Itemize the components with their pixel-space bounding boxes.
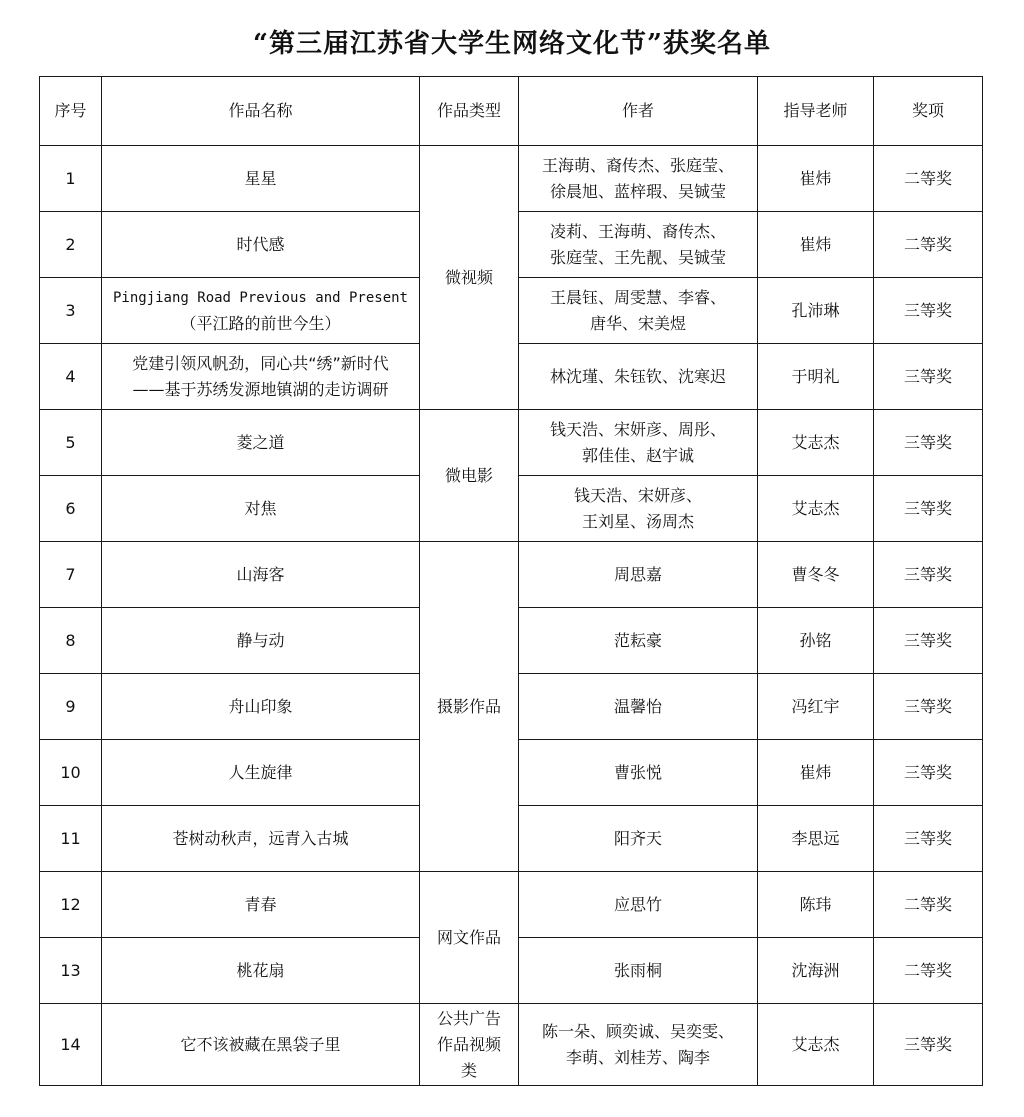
cell-award: 二等奖 (874, 938, 983, 1004)
cell-advisor: 曹冬冬 (758, 542, 874, 608)
cell-no: 13 (40, 938, 102, 1004)
cell-author: 钱天浩、宋妍彦、周彤、 郭佳佳、赵宇诚 (519, 410, 758, 476)
header-type: 作品类型 (420, 77, 519, 146)
cell-advisor: 艾志杰 (758, 1004, 874, 1086)
cell-award: 三等奖 (874, 740, 983, 806)
cell-author: 应思竹 (519, 872, 758, 938)
cell-award: 三等奖 (874, 806, 983, 872)
cell-name: 苍树动秋声，远青入古城 (102, 806, 420, 872)
cell-name: 人生旋律 (102, 740, 420, 806)
cell-advisor: 崔炜 (758, 740, 874, 806)
table-row (40, 872, 983, 938)
cell-advisor: 于明礼 (758, 344, 874, 410)
header-name: 作品名称 (102, 77, 420, 146)
cell-name: 对焦 (102, 476, 420, 542)
cell-advisor: 孙铭 (758, 608, 874, 674)
header-advisor: 指导老师 (758, 77, 874, 146)
cell-author: 王海萌、裔传杰、张庭莹、 徐晨旭、蓝梓瑕、吴铖莹 (519, 146, 758, 212)
cell-award: 三等奖 (874, 476, 983, 542)
cell-name: 党建引领风帆劲，同心共“绣”新时代 ——基于苏绣发源地镇湖的走访调研 (102, 344, 420, 410)
cell-author: 王晨钰、周雯慧、李睿、 唐华、宋美煜 (519, 278, 758, 344)
cell-award: 三等奖 (874, 608, 983, 674)
cell-no: 12 (40, 872, 102, 938)
cell-advisor: 孔沛琳 (758, 278, 874, 344)
cell-name: 静与动 (102, 608, 420, 674)
cell-no: 1 (40, 146, 102, 212)
cell-name: 青春 (102, 872, 420, 938)
header-award: 奖项 (874, 77, 983, 146)
cell-no: 4 (40, 344, 102, 410)
cell-type: 微视频 (420, 146, 519, 410)
cell-name: 菱之道 (102, 410, 420, 476)
cell-author: 曹张悦 (519, 740, 758, 806)
cell-author: 林沈瑾、朱钰钦、沈寒迟 (519, 344, 758, 410)
cell-award: 二等奖 (874, 212, 983, 278)
page-title: “第三届江苏省大学生网络文化节”获奖名单 (253, 29, 771, 59)
cell-no: 11 (40, 806, 102, 872)
cell-no: 2 (40, 212, 102, 278)
cell-name: 桃花扇 (102, 938, 420, 1004)
cell-advisor: 艾志杰 (758, 410, 874, 476)
table-row (40, 542, 983, 608)
cell-award: 二等奖 (874, 872, 983, 938)
cell-award: 三等奖 (874, 674, 983, 740)
cell-type: 摄影作品 (420, 542, 519, 872)
cell-no: 7 (40, 542, 102, 608)
header-author: 作者 (519, 77, 758, 146)
cell-advisor: 崔炜 (758, 212, 874, 278)
cell-type: 网文作品 (420, 872, 519, 1004)
cell-no: 14 (40, 1004, 102, 1086)
cell-award: 三等奖 (874, 410, 983, 476)
awards-table (39, 76, 983, 1086)
cell-name: 舟山印象 (102, 674, 420, 740)
cell-award: 三等奖 (874, 542, 983, 608)
cell-type: 微电影 (420, 410, 519, 542)
table-row (40, 410, 983, 476)
cell-no: 9 (40, 674, 102, 740)
cell-award: 三等奖 (874, 344, 983, 410)
cell-author: 陈一朵、顾奕诚、吴奕雯、 李萌、刘桂芳、陶李 (519, 1004, 758, 1086)
cell-no: 6 (40, 476, 102, 542)
cell-advisor: 沈海洲 (758, 938, 874, 1004)
cell-author: 周思嘉 (519, 542, 758, 608)
cell-author: 温馨怡 (519, 674, 758, 740)
cell-author: 范耘豪 (519, 608, 758, 674)
cell-type: 公共广告 作品视频 类 (420, 1004, 519, 1086)
table-header-row (40, 77, 983, 146)
table-row (40, 1004, 983, 1086)
cell-name: Pingjiang Road Previous and Present （平江路的前世今生） (102, 278, 420, 344)
cell-no: 8 (40, 608, 102, 674)
cell-author: 钱天浩、宋妍彦、 王刘星、汤周杰 (519, 476, 758, 542)
cell-name: 山海客 (102, 542, 420, 608)
cell-author: 张雨桐 (519, 938, 758, 1004)
cell-author: 凌莉、王海萌、裔传杰、 张庭莹、王先靓、吴铖莹 (519, 212, 758, 278)
cell-name: 时代感 (102, 212, 420, 278)
cell-advisor: 冯红宇 (758, 674, 874, 740)
cell-name: 星星 (102, 146, 420, 212)
cell-no: 5 (40, 410, 102, 476)
table-row (40, 146, 983, 212)
cell-no: 10 (40, 740, 102, 806)
cell-award: 三等奖 (874, 1004, 983, 1086)
cell-advisor: 艾志杰 (758, 476, 874, 542)
cell-no: 3 (40, 278, 102, 344)
header-no: 序号 (40, 77, 102, 146)
cell-award: 三等奖 (874, 278, 983, 344)
cell-award: 二等奖 (874, 146, 983, 212)
cell-name: 它不该被藏在黑袋子里 (102, 1004, 420, 1086)
cell-author: 阳齐天 (519, 806, 758, 872)
cell-advisor: 陈玮 (758, 872, 874, 938)
cell-advisor: 李思远 (758, 806, 874, 872)
cell-advisor: 崔炜 (758, 146, 874, 212)
